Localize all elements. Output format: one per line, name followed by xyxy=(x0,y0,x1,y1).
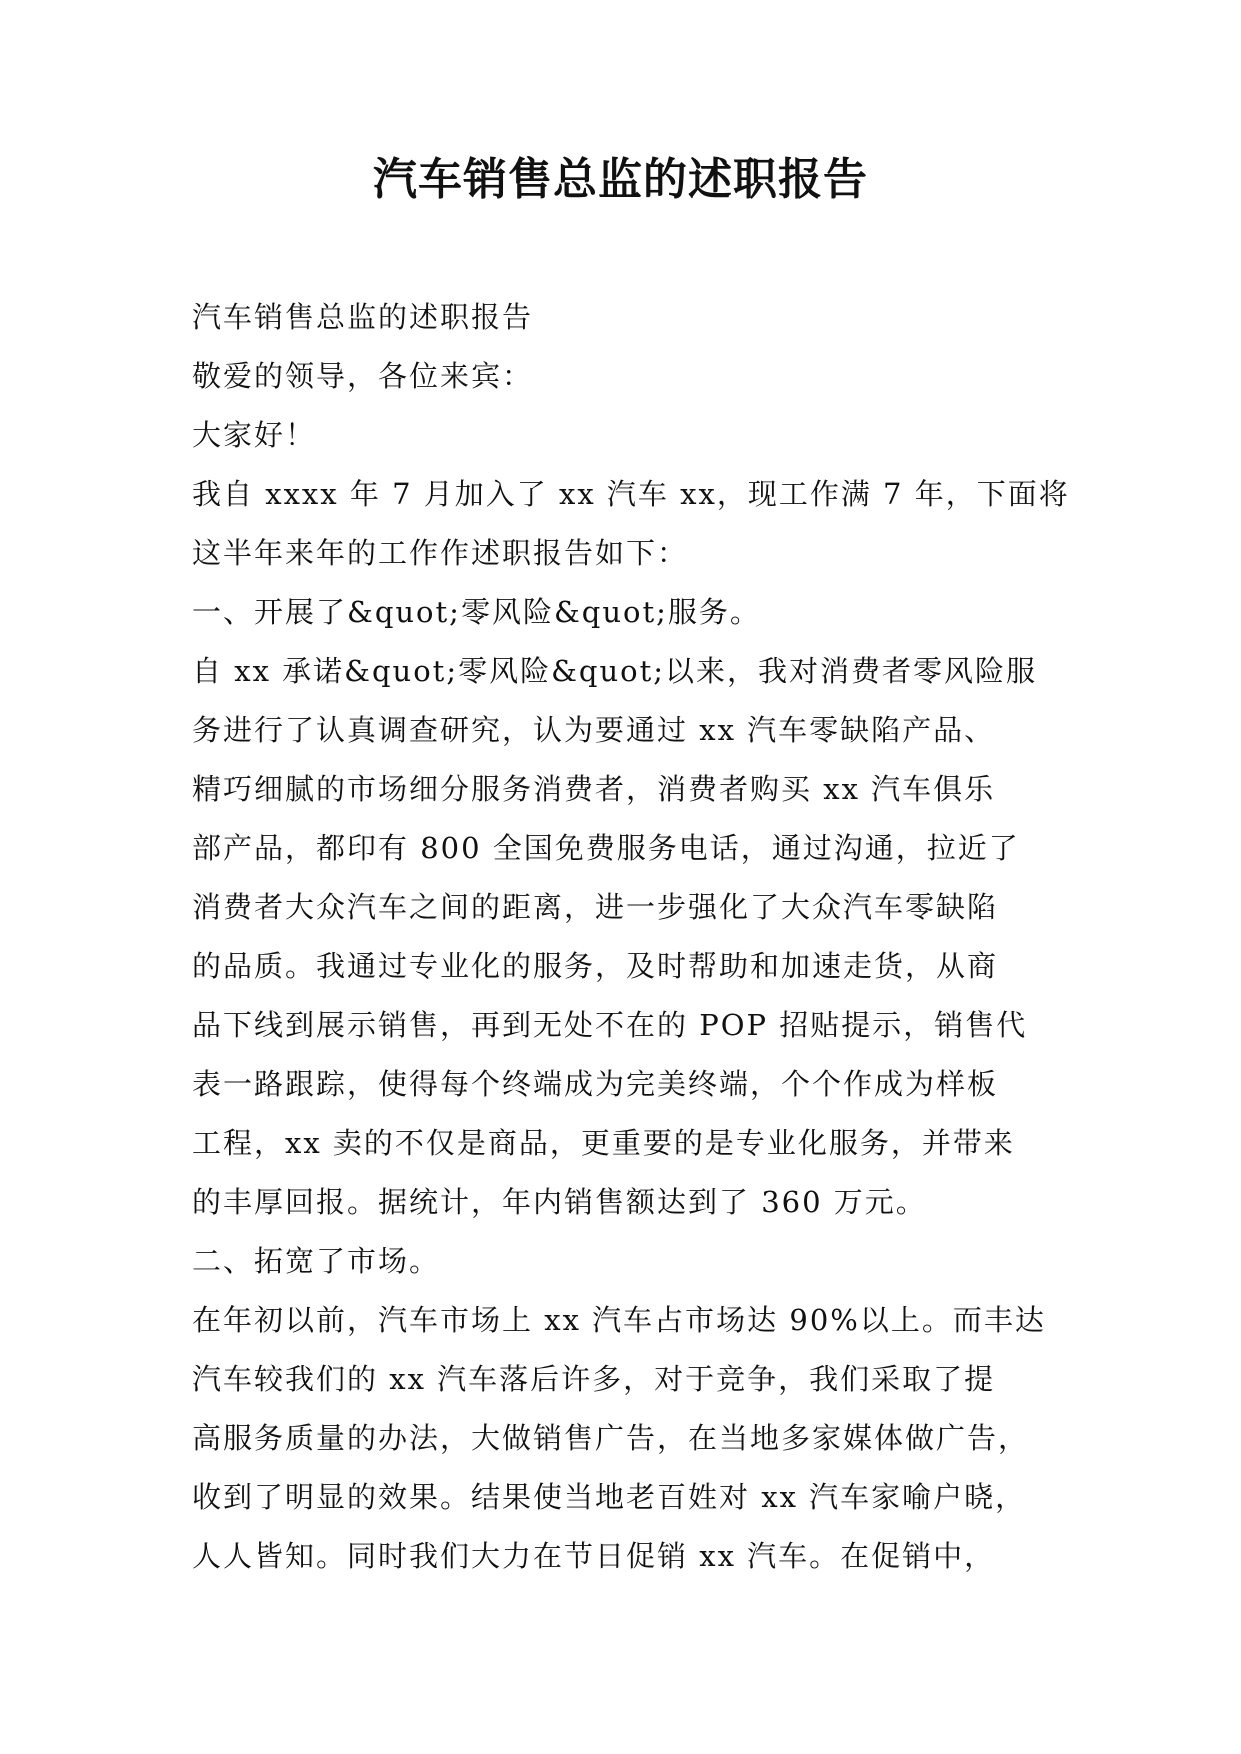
body-line: 的品质。我通过专业化的服务，及时帮助和加速走货，从商 xyxy=(192,949,999,983)
body-line: 我自 xxxx 年 7 月加入了 xx 汽车 xx，现工作满 7 年，下面将 xyxy=(192,477,1070,511)
section-heading: 一、开展了&quot;零风险&quot;服务。 xyxy=(192,595,761,629)
section-heading: 二、拓宽了市场。 xyxy=(192,1244,441,1278)
body-line: 自 xx 承诺&quot;零风险&quot;以来，我对消费者零风险服 xyxy=(192,654,1038,688)
body-line: 汽车销售总监的述职报告 xyxy=(192,300,534,334)
body-line: 精巧细腻的市场细分服务消费者，消费者购买 xx 汽车俱乐 xyxy=(192,772,996,806)
body-line: 这半年来年的工作作述职报告如下： xyxy=(192,536,689,570)
body-line: 部产品，都印有 800 全国免费服务电话，通过沟通，拉近了 xyxy=(192,831,1020,865)
body-line: 人人皆知。同时我们大力在节日促销 xx 汽车。在促销中， xyxy=(192,1539,996,1573)
body-line: 在年初以前，汽车市场上 xx 汽车占市场达 90%以上。而丰达 xyxy=(192,1303,1046,1337)
document-body xyxy=(192,288,1072,1586)
body-line: 消费者大众汽车之间的距离，进一步强化了大众汽车零缺陷 xyxy=(192,890,999,924)
body-line: 品下线到展示销售，再到无处不在的 POP 招贴提示，销售代 xyxy=(192,1008,1028,1042)
body-line: 务进行了认真调查研究，认为要通过 xx 汽车零缺陷产品、 xyxy=(192,713,996,747)
body-line: 的丰厚回报。据统计，年内销售额达到了 360 万元。 xyxy=(192,1185,927,1219)
body-line: 工程，xx 卖的不仅是商品，更重要的是专业化服务，并带来 xyxy=(192,1126,1015,1160)
body-line: 敬爱的领导，各位来宾： xyxy=(192,359,534,393)
document-title: 汽车销售总监的述职报告 xyxy=(373,154,868,205)
body-line: 表一路跟踪，使得每个终端成为完美终端，个个作成为样板 xyxy=(192,1067,999,1101)
body-line: 汽车较我们的 xx 汽车落后许多，对于竞争，我们采取了提 xyxy=(192,1362,996,1396)
body-line: 高服务质量的办法，大做销售广告，在当地多家媒体做广告， xyxy=(192,1421,1030,1455)
body-line: 大家好！ xyxy=(192,418,317,452)
body-line: 收到了明显的效果。结果使当地老百姓对 xx 汽车家喻户晓， xyxy=(192,1480,1027,1514)
